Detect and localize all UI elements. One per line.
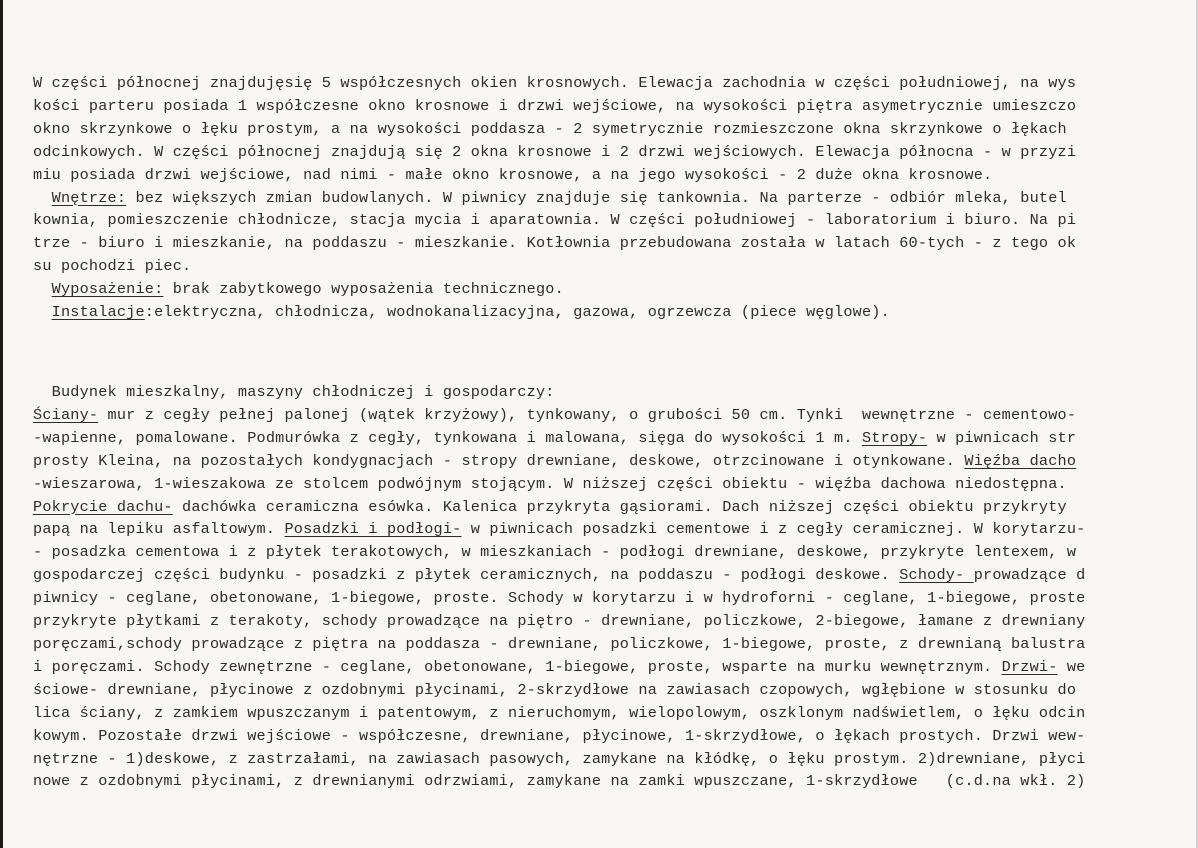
text-line [33, 141, 1198, 164]
text-segment: gospodarczej części budynku - posadzki z płytek ceramicznych, na poddaszu - podłogi deskowe. [33, 566, 900, 585]
text-line [33, 770, 1198, 793]
text-line [33, 564, 1198, 587]
text-segment: poręczami,schody prowadzące z piętra na poddasza - drewniane, policzkowe, 1-biegowe, proste, z drewnianą balustra [33, 634, 1086, 653]
text-segment: kości parteru posiada 1 współczesne okno krosnowe i drzwi wejściowe, na wysokości piętra asymetrycznie umieszczo [33, 96, 1077, 115]
text-segment: miu posiada drzwi wejściowe, nad nimi - małe okno krosnowe, a na jego wysokości - 2 duże okna krosnowe. [33, 165, 993, 184]
text-line [33, 725, 1198, 748]
text-line [33, 450, 1198, 473]
underlined-heading: Ściany- [33, 405, 99, 424]
text-segment: w piwnicach posadzki cementowe i z cegły ceramicznej. W korytarzu- [461, 520, 1086, 539]
text-line [33, 541, 1198, 564]
text-line [33, 118, 1198, 141]
underlined-heading: Drzwi- [1001, 657, 1058, 676]
text-segment: ściowe- drewniane, płycinowe z ozdobnymi płycinami, 2-skrzydłowe na zawiasach czopowych, wgłębione w stosunku do [33, 680, 1077, 699]
text-line [33, 518, 1198, 541]
text-segment: trze - biuro i mieszkanie, na poddaszu - mieszkanie. Kotłownia przebudowana została w latach 60-tych - z tego ok [33, 234, 1077, 253]
text-segment: W części północnej znajdujęsię 5 współczesnych okien krosnowych. Elewacja zachodnia w części południowej, na wys [33, 74, 1077, 92]
text-line [33, 610, 1198, 633]
text-line [33, 301, 1198, 324]
underlined-heading: Wyposażenie: [51, 280, 164, 299]
text-segment: nętrzne - 1)deskowe, z zastrzałami, na zawiasach pasowych, zamykane na kłódkę, o łęku prostym. 2)drewniane, płyci [33, 749, 1086, 768]
text-segment [33, 189, 52, 207]
text-segment: kowym. Pozostałe drzwi wejściowe - współczesne, drewniane, płycinowe, 1-skrzydłowe, o łękach prostych. Drzwi wew- [33, 726, 1086, 745]
text-line [33, 679, 1198, 702]
text-segment: i poręczami. Schody zewnętrzne - ceglane, obetonowane, 1-biegowe, proste, wsparte na murku wewnętrznym. [33, 657, 1002, 676]
text-line [33, 209, 1198, 232]
text-line [33, 427, 1198, 450]
text-segment: su pochodzi piec. [33, 257, 192, 276]
text-segment: -wapienne, pomalowane. Podmurówka z cegły, tynkowana i malowana, sięga do wysokości 1 m. [33, 428, 862, 447]
text-segment: piwnicy - ceglane, obetonowane, 1-biegowe, proste. Schody w korytarzu i w hydroforni - ceglane, 1-biegowe, proste [33, 589, 1086, 608]
text-segment: prosty Kleina, na pozostałych kondygnacjach - stropy drewniane, deskowe, otrzcinowane i otynkowane. [33, 451, 965, 470]
text-segment: dachówka ceramiczna esówka. Kalenica przykryta gąsiorami. Dach niższej części obiektu przykryty [172, 497, 1067, 516]
text-segment: przykryte płytkami z terakoty, schody prowadzące na piętro - drewniane, policzkowe, 2-biegowe, łamane z drewniany [33, 612, 1086, 631]
text-line [33, 381, 1198, 404]
text-line [33, 187, 1198, 210]
text-line [33, 278, 1198, 301]
text-line [33, 404, 1198, 427]
text-segment: -wieszarowa, 1-wieszakowa ze stolcem podwójnym stojącym. W niższej części obiektu - więźba dachowa niedostępna. [33, 474, 1067, 493]
text-segment: Budynek mieszkalny, maszyny chłodniczej i gospodarczy: [33, 383, 555, 401]
text-segment: - posadzka cementowa i z płytek terakotowych, w mieszkaniach - podłogi drewniane, deskowe, przykryte lentexem, w [33, 543, 1077, 562]
text-segment: brak zabytkowego wyposażenia technicznego. [163, 280, 564, 299]
text-segment [33, 303, 52, 321]
underlined-heading: Posadzki i podłogi- [284, 520, 462, 539]
text-line [33, 473, 1198, 496]
text-line [33, 702, 1198, 725]
underlined-heading: Wnętrze: [51, 188, 127, 207]
text-segment: kownia, pomieszczenie chłodnicze, stacja mycia i aparatownia. W części południowej - laboratorium i biuro. Na pi [33, 211, 1077, 230]
text-segment: we [1057, 657, 1086, 676]
paragraph-building-description [33, 72, 1198, 324]
text-segment: w piwnicach str [927, 428, 1077, 447]
text-line [33, 95, 1198, 118]
text-segment [33, 280, 52, 298]
text-line [33, 72, 1198, 95]
underlined-heading: Instalacje [51, 303, 145, 322]
underlined-heading: Schody- [899, 566, 974, 585]
text-segment: papą na lepiku asfaltowym. [33, 520, 285, 539]
underlined-heading: Więźba dacho [964, 451, 1077, 470]
text-line [33, 748, 1198, 771]
text-segment: okno skrzynkowe o łęku prostym, a na wysokości poddasza - 2 symetrycznie rozmieszczone okna skrzynkowe o łękach [33, 119, 1067, 138]
text-segment: odcinkowych. W części północnej znajdują się 2 okna krosnowe i 2 drzwi wejściowych. Elewacja północna - w przyzi [33, 142, 1077, 161]
scan-edge-left [0, 0, 3, 848]
text-segment: :elektryczna, chłodnicza, wodnokanalizacyjna, gazowa, ogrzewcza (piece węglowe). [144, 303, 890, 322]
text-segment: lica ściany, z zamkiem wpuszczanym i patentowym, z nieruchomym, wielopolowym, oszklonym nadświetlem, o łęku odcin [33, 703, 1086, 722]
text-line [33, 496, 1198, 519]
text-line [33, 232, 1198, 255]
underlined-heading: Stropy- [861, 428, 928, 447]
text-line [33, 633, 1198, 656]
text-line [33, 656, 1198, 679]
paragraph-construction-details [33, 381, 1198, 793]
text-segment: mur z cegły pełnej palonej (wątek krzyżowy), tynkowany, o grubości 50 cm. Tynki wewnętrzne - cementowo- [98, 405, 1077, 424]
text-segment: bez większych zmian budowlanych. W piwnicy znajduje się tankownia. Na parterze - odbiór mleka, butel [126, 188, 1067, 207]
text-segment: nowe z ozdobnymi płycinami, z drewnianymi odrzwiami, zamykane na zamki wpuszczane, 1-skrzydłowe (c.d.na wkł. 2) [33, 772, 1086, 791]
text-line [33, 164, 1198, 187]
text-segment: prowadzące d [973, 566, 1086, 585]
text-line [33, 255, 1198, 278]
underlined-heading: Pokrycie dachu- [33, 497, 173, 516]
text-line [33, 587, 1198, 610]
